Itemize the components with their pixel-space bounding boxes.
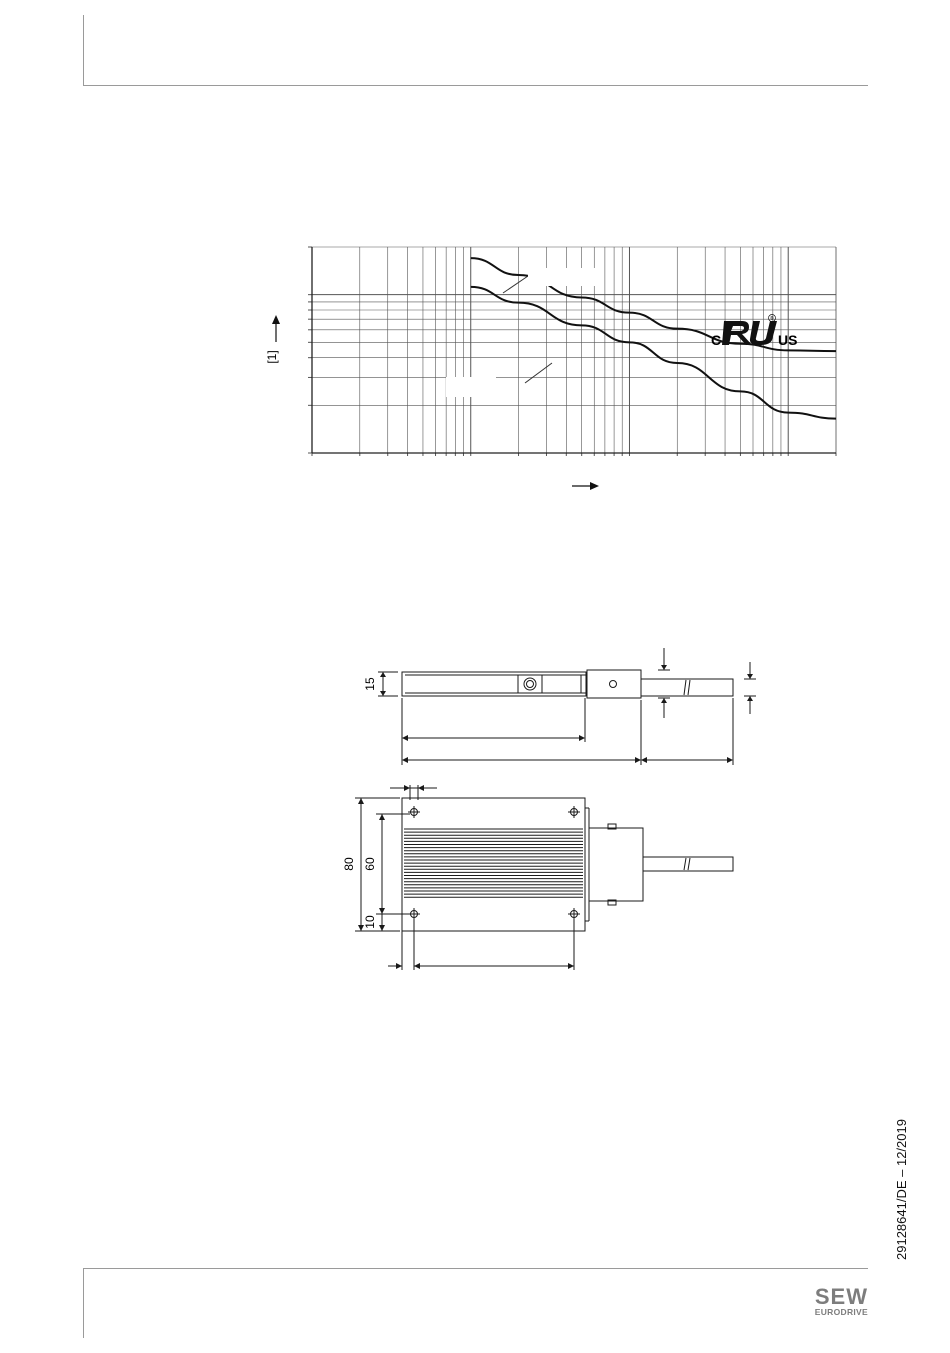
culus-us: US <box>778 332 798 348</box>
side-view-body <box>402 672 586 696</box>
culus-c: C <box>711 332 722 348</box>
side-view-cable-break-1 <box>684 680 686 695</box>
dim-offset-10: 10 <box>363 915 377 929</box>
sew-eurodrive-logo <box>796 1286 868 1317</box>
x-axis-arrow-icon <box>590 482 599 490</box>
logo-brand: SEW <box>814 1284 868 1309</box>
upper-curve-leader <box>503 276 528 293</box>
top-view-cooling-fins <box>404 829 583 897</box>
side-view-cable-break-2 <box>688 680 690 695</box>
mounting-hole-icon <box>408 806 420 818</box>
side-view-cable <box>641 679 733 696</box>
top-view-cable-break-1 <box>684 858 686 870</box>
upper-curve-label-box <box>528 268 598 286</box>
side-view-screw-inner-icon <box>527 681 534 688</box>
side-view-terminal-box <box>587 670 641 698</box>
side-view-end-cap <box>581 675 586 693</box>
dim-width-80: 80 <box>342 857 356 871</box>
lower-curve-leader <box>525 363 552 383</box>
side-view-screw-icon <box>524 678 536 690</box>
dimension-arrowheads <box>358 665 753 969</box>
lower-curve-label-box <box>446 377 496 397</box>
registered-mark: ® <box>770 316 774 322</box>
culus-mark <box>711 315 797 349</box>
derating-chart <box>0 0 950 560</box>
side-view-terminal-hole-icon <box>610 681 617 688</box>
y-axis-arrow-icon <box>272 315 280 324</box>
top-view-terminal-box <box>589 828 643 901</box>
y-axis-label-group <box>265 315 280 364</box>
y-axis-label: [1] <box>265 350 279 364</box>
top-view-body <box>402 798 585 931</box>
mounting-hole-icon <box>568 806 580 818</box>
x-axis-arrow-group <box>572 482 599 490</box>
footer-vertical-rule <box>83 1268 84 1338</box>
ul-r-glyph-icon <box>722 321 752 345</box>
footer-horizontal-rule <box>83 1268 868 1269</box>
dim-height-15: 15 <box>363 677 377 691</box>
document-number: 29128641/DE – 12/2019 <box>894 1119 909 1260</box>
logo-subtitle: EURODRIVE <box>814 1307 868 1317</box>
top-view-cable-break-2 <box>688 858 690 870</box>
dim-spacing-60: 60 <box>363 857 377 871</box>
dimension-drawing <box>0 630 950 990</box>
